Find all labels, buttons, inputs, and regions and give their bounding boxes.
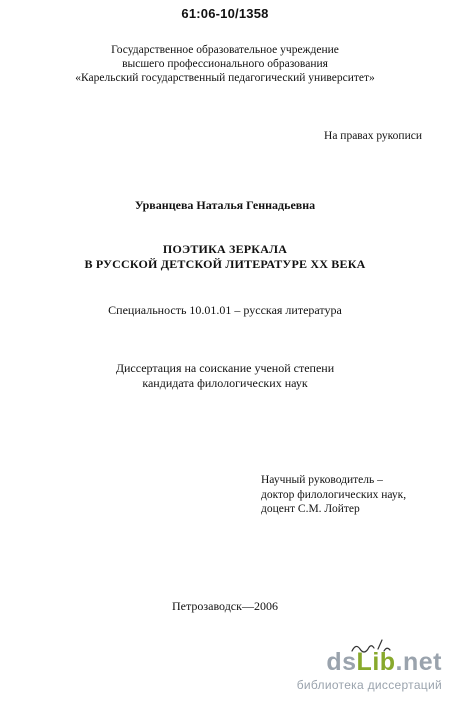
advisor-line-3: доцент С.М. Лойтер xyxy=(261,503,360,515)
degree-line-2: кандидата филологических наук xyxy=(142,376,308,390)
advisor-line-1: Научный руководитель – xyxy=(261,474,383,486)
watermark xyxy=(297,648,442,692)
watermark-logo xyxy=(297,648,442,676)
watermark-subtitle: библиотека диссертаций xyxy=(296,678,442,692)
watermark-logo-right: .net xyxy=(395,648,442,676)
institution-line-2: высшего профессионального образования xyxy=(122,58,328,70)
title-line-1: ПОЭТИКА ЗЕРКАЛА xyxy=(162,242,288,256)
document-code: 61:06-10/1358 xyxy=(181,6,269,21)
title-line-2: В РУССКОЙ ДЕТСКОЙ ЛИТЕРАТУРЕ XX ВЕКА xyxy=(84,257,366,271)
dissertation-title xyxy=(0,242,450,272)
advisor-line-2: доктор филологических наук, xyxy=(261,488,407,501)
degree-statement xyxy=(0,361,450,391)
watermark-logo-accent: Lib xyxy=(356,648,396,676)
rights-notice: На правах рукописи xyxy=(324,130,422,142)
degree-line-1: Диссертация на соискание ученой степени xyxy=(115,361,335,375)
specialty: Специальность 10.01.01 – русская литература xyxy=(108,303,342,317)
advisor-block xyxy=(261,473,406,517)
institution-block xyxy=(0,43,450,85)
author-name: Урванцева Наталья Геннадьевна xyxy=(134,198,316,212)
institution-line-1: Государственное образовательное учреждение xyxy=(111,44,339,56)
institution-line-3: «Карельский государственный педагогический университет» xyxy=(75,72,375,84)
watermark-logo-left: ds xyxy=(326,648,357,676)
city-year: Петрозаводск—2006 xyxy=(172,599,278,613)
